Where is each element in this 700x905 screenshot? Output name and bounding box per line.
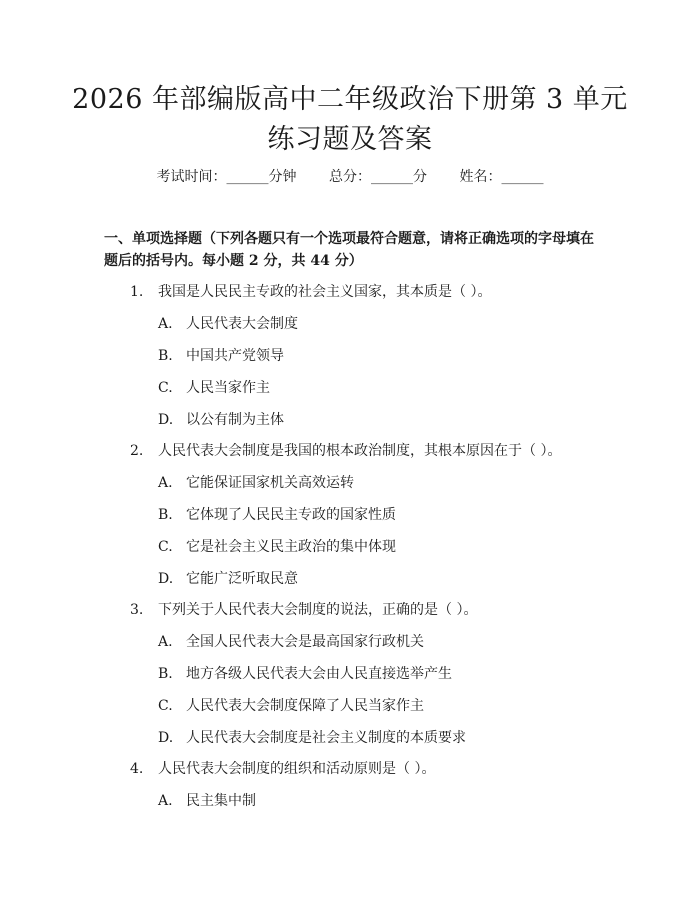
- exam-time: 考试时间：______分钟: [156, 169, 297, 185]
- option-text: 人民代表大会制度: [186, 316, 298, 332]
- q2-option-a: [158, 473, 354, 493]
- question-number: 4.: [130, 761, 144, 777]
- option-text: 地方各级人民代表大会由人民直接选举产生: [186, 666, 452, 682]
- option-text: 全国人民代表大会是最高国家行政机关: [186, 634, 424, 650]
- q2-option-b: [158, 505, 396, 525]
- q1-option-d: [158, 410, 284, 430]
- q4-option-a: [158, 791, 256, 811]
- option-letter: B.: [158, 507, 173, 523]
- q3-option-d: [158, 728, 466, 748]
- question-text: 我国是人民民主专政的社会主义国家，其本质是（ ）。: [158, 284, 492, 300]
- question-number: 1.: [130, 284, 144, 300]
- option-letter: B.: [158, 348, 173, 364]
- option-text: 它体现了人民民主专政的国家性质: [186, 507, 396, 523]
- question-2: [130, 441, 561, 461]
- q2-option-d: [158, 569, 298, 589]
- q1-option-b: [158, 346, 284, 366]
- question-number: 2.: [130, 443, 144, 459]
- question-text: 人民代表大会制度是我国的根本政治制度，其根本原因在于（ ）。: [158, 443, 562, 459]
- question-1: [130, 282, 491, 302]
- question-text: 下列关于人民代表大会制度的说法，正确的是（ ）。: [158, 602, 478, 618]
- q3-option-c: [158, 696, 424, 716]
- option-letter: D.: [158, 571, 174, 587]
- option-text: 它能广泛听取民意: [186, 571, 298, 587]
- option-letter: A.: [158, 634, 173, 650]
- question-4: [130, 759, 435, 779]
- q2-option-c: [158, 537, 396, 557]
- option-text: 人民代表大会制度保障了人民当家作主: [186, 698, 424, 714]
- option-text: 以公有制为主体: [186, 412, 284, 428]
- q1-option-c: [158, 378, 270, 398]
- q3-option-a: [158, 632, 424, 652]
- document-title-line2: 练习题及答案: [267, 124, 433, 155]
- exam-meta: [0, 166, 700, 188]
- option-text: 人民代表大会制度是社会主义制度的本质要求: [186, 730, 466, 746]
- option-letter: C.: [158, 698, 173, 714]
- q1-option-a: [158, 314, 298, 334]
- option-letter: A.: [158, 793, 173, 809]
- document-title-line1: 2026 年部编版高中二年级政治下册第 3 单元: [72, 84, 628, 115]
- option-text: 民主集中制: [186, 793, 256, 809]
- option-letter: C.: [158, 539, 173, 555]
- question-3: [130, 600, 477, 620]
- section-heading: 一、单项选择题（下列各题只有一个选项最符合题意，请将正确选项的字母填在题后的括号内。每小题 2 分，共 44 分）: [104, 231, 594, 269]
- option-letter: A.: [158, 475, 173, 491]
- option-letter: A.: [158, 316, 173, 332]
- option-letter: B.: [158, 666, 173, 682]
- option-text: 它能保证国家机关高效运转: [186, 475, 354, 491]
- option-letter: C.: [158, 380, 173, 396]
- question-text: 人民代表大会制度的组织和活动原则是（ ）。: [158, 761, 436, 777]
- option-letter: D.: [158, 412, 174, 428]
- option-text: 中国共产党领导: [186, 348, 284, 364]
- option-letter: D.: [158, 730, 174, 746]
- exam-name: 姓名：______: [459, 169, 544, 185]
- option-text: 它是社会主义民主政治的集中体现: [186, 539, 396, 555]
- option-text: 人民当家作主: [186, 380, 270, 396]
- question-number: 3.: [130, 602, 144, 618]
- exam-score: 总分：______分: [329, 169, 427, 185]
- q3-option-b: [158, 664, 452, 684]
